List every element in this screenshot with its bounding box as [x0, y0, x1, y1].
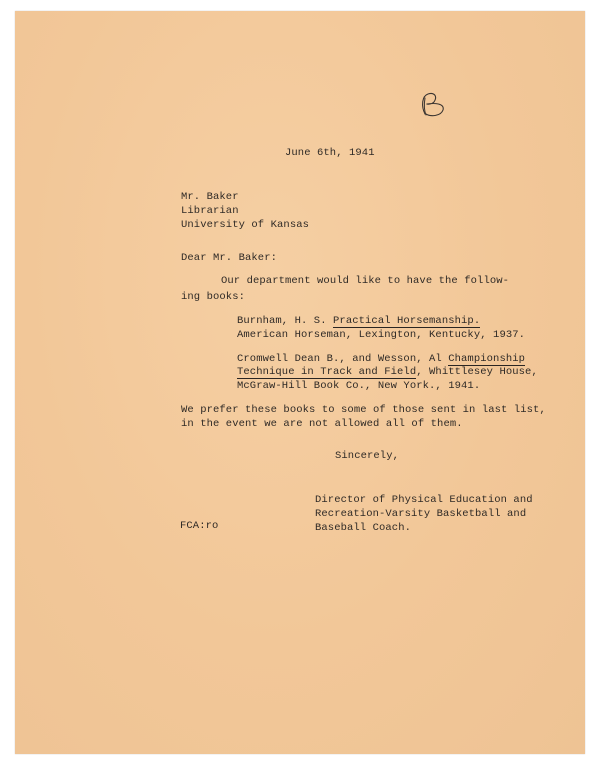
recipient-name: Mr. Baker [181, 191, 239, 203]
book-1-publisher: American Horseman, Lexington, Kentucky, 1937. [237, 329, 526, 341]
letter-page [15, 11, 585, 754]
book-1-citation [237, 315, 480, 327]
signature-line-3: Baseball Coach. [315, 522, 412, 534]
letter-date: June 6th, 1941 [285, 147, 375, 159]
closing-para-line-2: in the event we are not allowed all of them. [181, 418, 463, 430]
salutation: Dear Mr. Baker: [181, 252, 278, 264]
book-2-citation [237, 353, 525, 365]
recipient-title: Librarian [181, 205, 239, 217]
closing-para-line-1: We prefer these books to some of those sent in last list, [181, 404, 546, 416]
signature-line-1: Director of Physical Education and [315, 494, 533, 506]
handwritten-b-mark [412, 84, 452, 124]
signature-line-2: Recreation-Varsity Basketball and [315, 508, 527, 520]
book-2-authors: Cromwell Dean B., and Wesson, Al [237, 353, 449, 365]
intro-line-1: Our department would like to have the follow- [221, 275, 510, 287]
book-2-title-part-2: Technique in Track and Field [237, 366, 417, 378]
typist-initials: FCA:ro [180, 520, 219, 532]
book-2-publisher-line-2: McGraw-Hill Book Co., New York., 1941. [237, 380, 481, 392]
intro-line-2: ing books: [181, 291, 246, 303]
recipient-institution: University of Kansas [181, 219, 310, 231]
book-1-author: Burnham, H. S. [237, 315, 334, 327]
valediction: Sincerely, [335, 450, 400, 462]
book-1-title: Practical Horsemanship. [333, 315, 481, 327]
book-2-title-part-1: Championship [448, 353, 526, 365]
book-2-publisher-part-1: , Whittlesey House, [416, 366, 538, 378]
book-2-title-line [237, 366, 538, 378]
